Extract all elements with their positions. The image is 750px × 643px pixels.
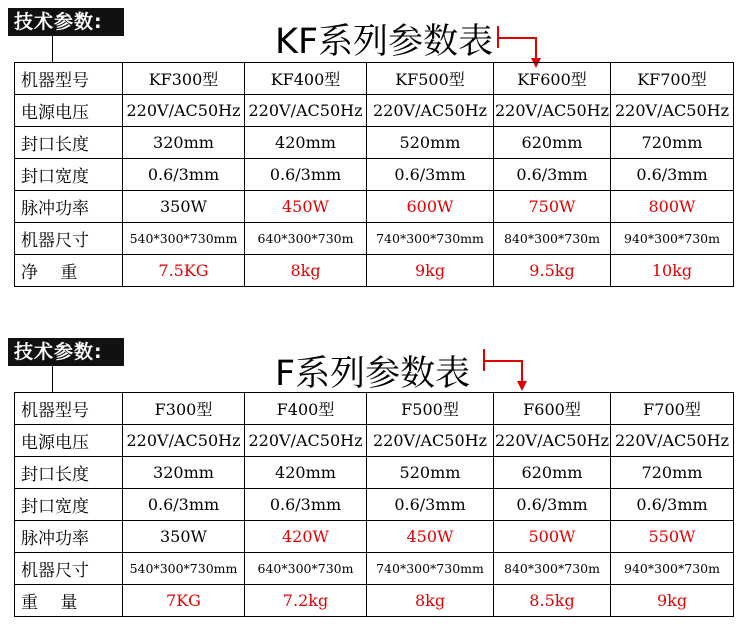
table-row [15,425,734,457]
table-cell: 10kg [611,255,734,287]
table-cell: 220V/AC50Hz [611,95,734,127]
table-cell: 750W [494,191,611,223]
table-cell: 0.6/3mm [367,159,494,191]
table-row [15,585,734,617]
badge-connector-line [52,366,53,392]
table-cell: 420mm [245,127,367,159]
row-label: 脉冲功率 [15,521,123,553]
table-cell: 0.6/3mm [245,159,367,191]
table-row [15,553,734,585]
row-label: 机器尺寸 [15,223,123,255]
table-cell: F500型 [367,393,494,425]
f-spec-table [14,392,734,617]
table-cell: 540*300*730mm [123,223,245,255]
table-cell: 500W [494,521,611,553]
kf-spec-table [14,62,734,287]
table-cell: 640*300*730m [245,553,367,585]
f-table-title: F系列参数表 [275,354,471,394]
table-cell: 220V/AC50Hz [367,95,494,127]
table-cell: 8kg [367,585,494,617]
table-cell: 9kg [367,255,494,287]
row-label: 脉冲功率 [15,191,123,223]
row-label: 机器型号 [15,63,123,95]
table-cell: KF500型 [367,63,494,95]
table-cell: 320mm [123,457,245,489]
table-cell: F700型 [611,393,734,425]
row-label: 封口宽度 [15,159,123,191]
table-cell: 220V/AC50Hz [123,425,245,457]
table-cell: 620mm [494,457,611,489]
table-cell: 450W [367,521,494,553]
table-row [15,159,734,191]
table-cell: 220V/AC50Hz [494,95,611,127]
table-cell: 720mm [611,127,734,159]
table-cell: 540*300*730mm [123,553,245,585]
row-label: 机器尺寸 [15,553,123,585]
table-row [15,457,734,489]
tech-params-badge: 技术参数: [8,338,124,366]
table-cell: 350W [123,521,245,553]
table-cell: 840*300*730m [494,553,611,585]
table-cell: 940*300*730m [611,553,734,585]
table-row [15,393,734,425]
row-label: 机器型号 [15,393,123,425]
table-cell: F400型 [245,393,367,425]
table-cell: 550W [611,521,734,553]
table-cell: F600型 [494,393,611,425]
table-cell: 9kg [611,585,734,617]
table-cell: 520mm [367,127,494,159]
table-cell: KF300型 [123,63,245,95]
table-cell: 8.5kg [494,585,611,617]
badge-connector-line [52,36,53,62]
table-cell: 0.6/3mm [245,489,367,521]
row-label: 电源电压 [15,425,123,457]
table-cell: 450W [245,191,367,223]
table-cell: 7.5KG [123,255,245,287]
table-cell: 740*300*730mm [367,553,494,585]
table-cell: 0.6/3mm [494,159,611,191]
arrow-down-icon [480,345,540,393]
table-cell: KF700型 [611,63,734,95]
row-label: 净 重 [15,255,123,287]
table-cell: 740*300*730mm [367,223,494,255]
table-row [15,95,734,127]
table-cell: 220V/AC50Hz [611,425,734,457]
table-cell: 7KG [123,585,245,617]
row-label: 封口长度 [15,457,123,489]
table-row [15,191,734,223]
table-cell: 0.6/3mm [611,159,734,191]
table-cell: 8kg [245,255,367,287]
table-cell: 220V/AC50Hz [367,425,494,457]
row-label: 封口长度 [15,127,123,159]
table-cell: 9.5kg [494,255,611,287]
row-label: 封口宽度 [15,489,123,521]
table-cell: 0.6/3mm [611,489,734,521]
table-cell: KF600型 [494,63,611,95]
table-cell: 320mm [123,127,245,159]
table-cell: KF400型 [245,63,367,95]
kf-table-title: KF系列参数表 [275,22,494,62]
row-label: 电源电压 [15,95,123,127]
table-cell: 840*300*730m [494,223,611,255]
table-cell: 350W [123,191,245,223]
table-cell: 600W [367,191,494,223]
table-cell: 620mm [494,127,611,159]
table-cell: 220V/AC50Hz [245,95,367,127]
table-row [15,63,734,95]
table-cell: 520mm [367,457,494,489]
table-row [15,223,734,255]
table-cell: 800W [611,191,734,223]
table-cell: 220V/AC50Hz [494,425,611,457]
row-label: 重 量 [15,585,123,617]
table-cell: 220V/AC50Hz [123,95,245,127]
table-cell: 220V/AC50Hz [245,425,367,457]
table-cell: 720mm [611,457,734,489]
table-cell: 940*300*730m [611,223,734,255]
table-cell: 0.6/3mm [123,159,245,191]
table-row [15,255,734,287]
table-cell: 420mm [245,457,367,489]
table-row [15,127,734,159]
table-cell: F300型 [123,393,245,425]
table-cell: 420W [245,521,367,553]
table-cell: 640*300*730m [245,223,367,255]
tech-params-badge: 技术参数: [8,8,124,36]
table-cell: 0.6/3mm [494,489,611,521]
table-cell: 0.6/3mm [123,489,245,521]
table-cell: 0.6/3mm [367,489,494,521]
table-row [15,521,734,553]
table-row [15,489,734,521]
table-cell: 7.2kg [245,585,367,617]
